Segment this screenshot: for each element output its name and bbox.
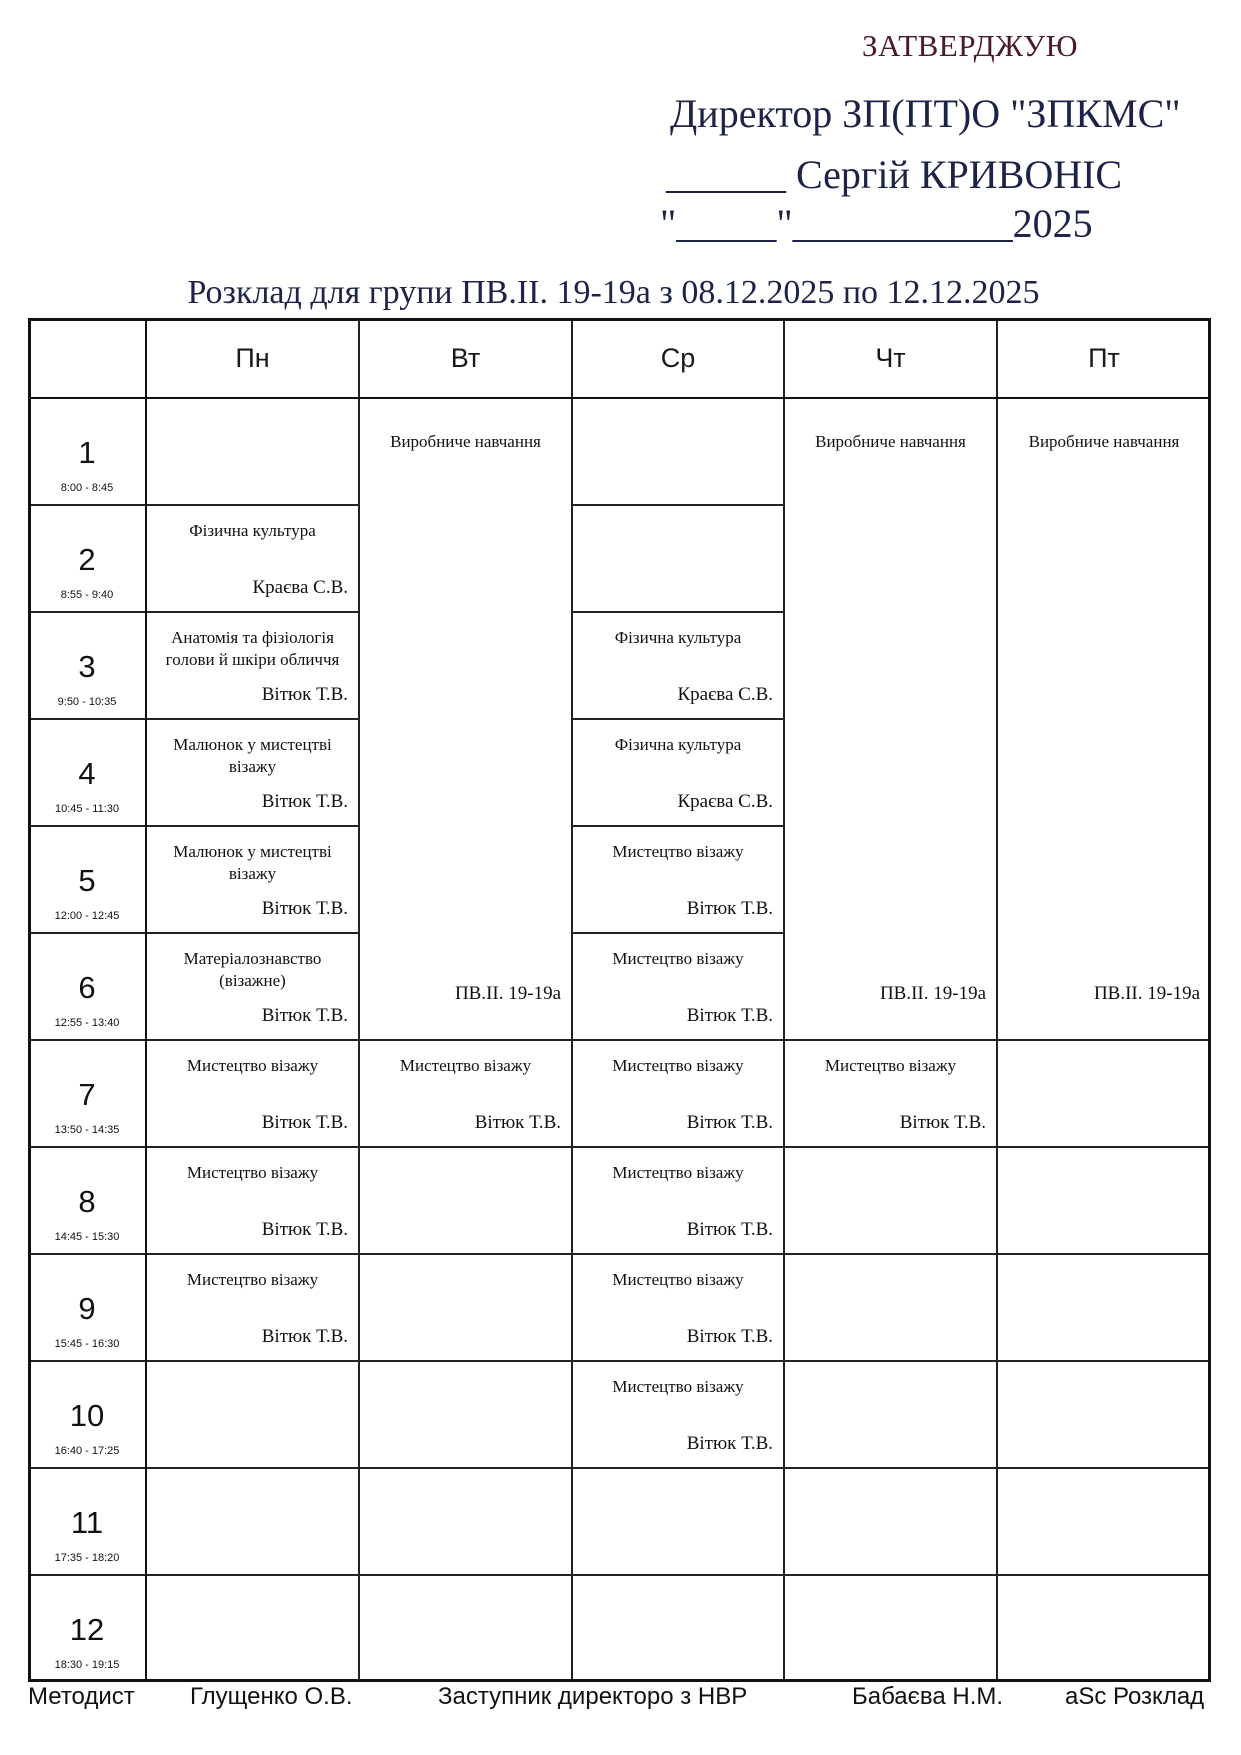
lesson-cell — [572, 719, 784, 826]
lesson-cell — [146, 933, 359, 1040]
lesson-cell — [572, 1361, 784, 1468]
lesson-cell — [146, 1147, 359, 1254]
lesson-cell — [572, 1040, 784, 1147]
lesson-cell — [784, 1040, 997, 1147]
period-time: 13:50 - 14:35 — [54, 1124, 120, 1136]
lesson-cell — [572, 826, 784, 933]
empty-slot — [997, 1575, 1211, 1682]
lesson-teacher: Краєва С.В. — [252, 577, 348, 598]
lesson-subject: Мистецтво візажу — [612, 842, 744, 861]
empty-slot — [997, 1147, 1211, 1254]
empty-slot — [572, 505, 784, 612]
empty-slot — [784, 1147, 997, 1254]
period-time: 10:45 - 11:30 — [54, 803, 119, 815]
lesson-subject: Виробниче навчання — [1028, 432, 1180, 451]
lesson-subject: Малюнок у мистецтві візажу — [173, 842, 332, 883]
empty-slot — [572, 398, 784, 505]
period-number: 5 — [78, 863, 96, 898]
empty-slot — [146, 1361, 359, 1468]
lesson-subject: Анатомія та фізіологія голови й шкіри обличчя — [165, 628, 340, 669]
empty-slot — [784, 1468, 997, 1575]
period-number: 12 — [69, 1612, 105, 1647]
lesson-subject: Мистецтво візажу — [824, 1056, 957, 1075]
lesson-subject: Мистецтво візажу — [186, 1270, 319, 1289]
lesson-teacher: ПВ.ІІ. 19-19а — [1093, 983, 1200, 1004]
schedule-table — [28, 318, 1211, 1682]
lesson-teacher: Вітюк Т.В. — [261, 684, 348, 705]
period-cell — [28, 1361, 146, 1468]
empty-slot — [572, 1575, 784, 1682]
empty-slot — [997, 1468, 1211, 1575]
empty-slot — [359, 1468, 572, 1575]
lesson-teacher: Вітюк Т.В. — [261, 1326, 348, 1347]
date-line: "_____"___________2025 — [660, 201, 1093, 246]
lesson-cell — [784, 398, 997, 1040]
lesson-cell — [146, 826, 359, 933]
lesson-teacher: Вітюк Т.В. — [686, 1326, 773, 1347]
period-number: 7 — [78, 1077, 96, 1112]
lesson-teacher: Вітюк Т.В. — [686, 1005, 773, 1026]
period-cell — [28, 1575, 146, 1682]
empty-slot — [572, 1468, 784, 1575]
lesson-subject: Малюнок у мистецтві візажу — [173, 735, 332, 776]
lesson-teacher: Вітюк Т.В. — [474, 1112, 561, 1133]
period-time: 12:00 - 12:45 — [54, 910, 120, 922]
lesson-teacher: Вітюк Т.В. — [261, 791, 348, 812]
lesson-teacher: Вітюк Т.В. — [261, 1219, 348, 1240]
period-cell — [28, 1254, 146, 1361]
director-line: Директор ЗП(ПТ)О "ЗПКМС" — [670, 91, 1181, 136]
empty-slot — [359, 1147, 572, 1254]
lesson-teacher: Вітюк Т.В. — [686, 1433, 773, 1454]
lesson-subject: Фізична культура — [189, 521, 316, 540]
period-number: 3 — [78, 649, 96, 684]
day-header: Пт — [997, 318, 1211, 398]
lesson-teacher: ПВ.ІІ. 19-19а — [454, 983, 561, 1004]
lesson-subject: Фізична культура — [614, 735, 742, 754]
period-time: 15:45 - 16:30 — [54, 1338, 120, 1350]
empty-slot — [997, 1040, 1211, 1147]
period-cell — [28, 505, 146, 612]
period-number: 1 — [78, 435, 96, 470]
period-number: 2 — [78, 542, 96, 577]
empty-slot — [997, 1254, 1211, 1361]
period-number: 11 — [70, 1505, 104, 1540]
day-header: Пн — [146, 318, 359, 398]
deputy-label: Заступник директоро з НВР — [438, 1683, 748, 1710]
signature-line: ______ Сергій КРИВОНІС — [666, 152, 1123, 197]
lesson-subject: Мистецтво візажу — [612, 1270, 744, 1289]
period-number: 10 — [69, 1398, 105, 1433]
empty-slot — [146, 398, 359, 505]
period-number: 4 — [78, 756, 96, 791]
lesson-cell — [146, 612, 359, 719]
lesson-subject: Мистецтво візажу — [186, 1056, 319, 1075]
period-number: 8 — [78, 1184, 96, 1219]
lesson-subject: Матеріалознавство (візажне) — [183, 949, 322, 990]
empty-slot — [146, 1468, 359, 1575]
period-number: 6 — [78, 970, 96, 1005]
period-time: 8:00 - 8:45 — [60, 482, 114, 494]
lesson-teacher: Вітюк Т.В. — [261, 1005, 348, 1026]
empty-slot — [359, 1575, 572, 1682]
period-cell — [28, 1147, 146, 1254]
period-number: 9 — [78, 1291, 96, 1326]
empty-slot — [359, 1254, 572, 1361]
lesson-subject: Фізична культура — [614, 628, 742, 647]
methodist-name: Глущенко О.В. — [190, 1683, 353, 1710]
page-title: Розклад для групи ПВ.ІІ. 19-19а з 08.12.2025 по 12.12.2025 — [187, 274, 1040, 311]
lesson-cell — [572, 1147, 784, 1254]
day-header: Ср — [572, 318, 784, 398]
period-time: 9:50 - 10:35 — [57, 696, 117, 708]
lesson-teacher: Вітюк Т.В. — [686, 1219, 773, 1240]
empty-slot — [146, 1575, 359, 1682]
lesson-teacher: ПВ.ІІ. 19-19а — [879, 983, 986, 1004]
empty-slot — [997, 1361, 1211, 1468]
period-cell — [28, 612, 146, 719]
empty-slot — [784, 1575, 997, 1682]
lesson-teacher: Вітюк Т.В. — [686, 898, 773, 919]
lesson-cell — [572, 612, 784, 719]
day-header: Вт — [359, 318, 572, 398]
lesson-cell — [146, 719, 359, 826]
period-cell — [28, 1468, 146, 1575]
lesson-teacher: Краєва С.В. — [677, 791, 773, 812]
methodist-label: Методист — [28, 1683, 135, 1710]
lesson-cell — [997, 398, 1211, 1040]
period-time: 16:40 - 17:25 — [54, 1445, 120, 1457]
period-time: 18:30 - 19:15 — [54, 1659, 120, 1671]
lesson-subject: Мистецтво візажу — [186, 1163, 319, 1182]
deputy-name: Бабаєва Н.М. — [852, 1683, 1004, 1710]
period-time: 17:35 - 18:20 — [54, 1552, 120, 1564]
lesson-cell — [146, 1254, 359, 1361]
period-cell — [28, 1040, 146, 1147]
lesson-subject: Мистецтво візажу — [399, 1056, 532, 1075]
lesson-subject: Виробниче навчання — [815, 432, 966, 451]
empty-slot — [359, 1361, 572, 1468]
corner-cell — [28, 318, 146, 398]
period-time: 8:55 - 9:40 — [60, 589, 114, 601]
lesson-cell — [146, 1040, 359, 1147]
lesson-teacher: Вітюк Т.В. — [899, 1112, 986, 1133]
lesson-subject: Виробниче навчання — [390, 432, 541, 451]
lesson-cell — [359, 1040, 572, 1147]
software-credit: aSc Розклад — [1065, 1683, 1205, 1710]
lesson-subject: Мистецтво візажу — [612, 1163, 744, 1182]
empty-slot — [784, 1361, 997, 1468]
lesson-subject: Мистецтво візажу — [612, 949, 744, 968]
period-time: 12:55 - 13:40 — [54, 1017, 120, 1029]
lesson-cell — [146, 505, 359, 612]
lesson-cell — [359, 398, 572, 1040]
lesson-teacher: Вітюк Т.В. — [261, 898, 348, 919]
empty-slot — [784, 1254, 997, 1361]
day-header: Чт — [784, 318, 997, 398]
period-time: 14:45 - 15:30 — [54, 1231, 120, 1243]
period-column-divider — [145, 318, 147, 1682]
lesson-teacher: Краєва С.В. — [677, 684, 773, 705]
period-cell — [28, 826, 146, 933]
lesson-cell — [572, 933, 784, 1040]
period-cell — [28, 719, 146, 826]
lesson-subject: Мистецтво візажу — [612, 1056, 744, 1075]
lesson-teacher: Вітюк Т.В. — [686, 1112, 773, 1133]
lesson-cell — [572, 1254, 784, 1361]
period-cell — [28, 398, 146, 505]
lesson-teacher: Вітюк Т.В. — [261, 1112, 348, 1133]
lesson-subject: Мистецтво візажу — [612, 1377, 744, 1396]
period-cell — [28, 933, 146, 1040]
approve-label: ЗАТВЕРДЖУЮ — [862, 28, 1078, 63]
header-divider — [28, 397, 1211, 399]
